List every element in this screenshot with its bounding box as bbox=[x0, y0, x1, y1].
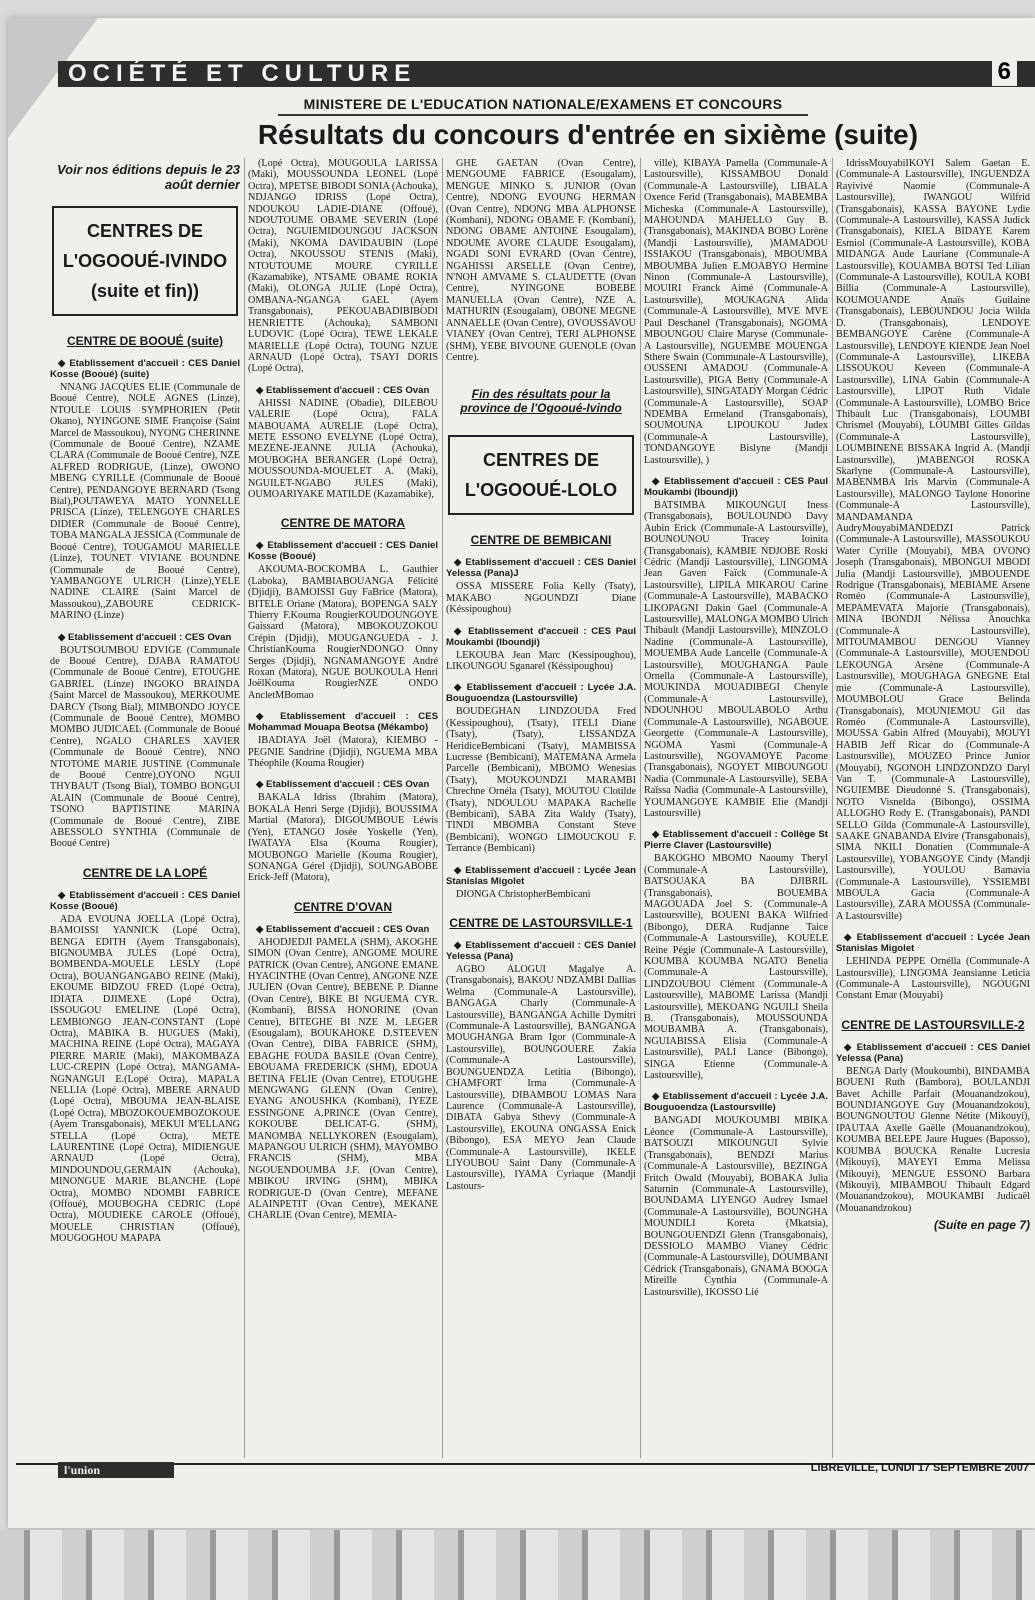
column-4 bbox=[644, 158, 828, 1458]
end-of-province-note: Fin des résultats pour la province de l'Ogooué-Ivindo bbox=[460, 387, 622, 416]
column-divider bbox=[832, 158, 833, 1458]
column-divider bbox=[640, 158, 641, 1458]
issue-date: LIBREVILLE, LUNDI 17 SEPTEMBRE 2007 bbox=[810, 1462, 1029, 1474]
results-paragraph: BOUTSOUMBOU EDVIGE (Communale de Booué Centre), DJABA RAMATOU (Communale de Booué Centre), ETOUGHE GABRIEL (Linze) INGOKO BRAINDA (Saint Marcel de Massoukou), MERKOUME DARCY (Tsong Bial), MIMBONDO JOYCE (Communale de Booué Centre), MOMBO MOMBO JUDICAEL (Communale de Booué Centre), NGALO CHARLES XAVIER (Communale de Booué Centre), NNO NTOTOME MARIE JUSTINE (Communale de Booué Centre),OYONO NGUI THYBAUT (Tsong Bial), TOMBO BONGUI ALAIN (Communale de Booué Centre), TSONO BAPTISTINE MARINA (Communale de Booué Centre), ZIBE ABESSOLO SYNTHIA (Communale de Booué Centre) bbox=[50, 644, 240, 850]
publication-name: l'union bbox=[58, 1462, 174, 1478]
column-5 bbox=[836, 158, 1030, 1458]
establishment-heading: ◆ Etablissement d'accueil : CES Ovan bbox=[256, 384, 430, 396]
establishment-heading: ◆ Etablissement d'accueil : CES Paul Moukambi (Iboundji) bbox=[644, 475, 828, 498]
column-1 bbox=[50, 158, 240, 1458]
establishment-heading: ◆ Etablissement d'accueil : Lycée J.A. Bouguoendza (Lastoursville) bbox=[644, 1091, 828, 1114]
results-paragraph: DIONGA ChristopherBembicani bbox=[456, 888, 591, 900]
establishment-heading: ◆ Etablissement d'accueil : Lycée J.A. Bouguoendza (Lastoursville) bbox=[446, 682, 636, 705]
establishment-heading: ◆ Etablissement d'accueil : CES Daniel Yelessa (Pana) bbox=[836, 1041, 1030, 1064]
column-3 bbox=[446, 158, 636, 1458]
background-fence bbox=[0, 1530, 1035, 1600]
establishment-heading: ◆ Etablissement d'accueil : Collège St Pierre Claver (Lastoursville) bbox=[644, 829, 828, 852]
results-paragraph: NNANG JACQUES ELIE (Communale de Booué Centre), NOLE AGNES (Linze), NTOULE LOUIS SYMPHORIEN (Petit Okano), NYINGONE SIME Françoise (Saint Marcel de Massoukou), NYONG CHERINNE (Communale de Booué Centre), NZAME CLARA (Communale de Booué Centre), NZE ALFRED RODRIGUE, (Linze), OWONO MBENG CYRILLE (Communale de Booué Centre), PENDANGOYE BERNARD (Tsong Bial),POUTAWEYA MATO YONNELLE PRISCA (Linze), TELENGOYE CHARLES DIDIER (Communale de Booué Centre), TOBA MANGALA JESSICA (Communale de Booué Centre), TOUGAMOU MARIELLE (Linze), TOUNET VIVIANE BOUNDNE (Communale de Booué Centre), YAMBANGOYE ULRICH (Linze),YELE NADINE CLAIRE (Saint Marcel de Massoukou),,ZABOURE CEDRICK-MARINO (Linze) bbox=[50, 382, 240, 622]
establishment-heading: ◆ Etablissement d'accueil : CES Daniel Yelessa (Pana)J bbox=[446, 557, 636, 580]
centre-heading: CENTRE DE LASTOURSVILLE-2 bbox=[841, 1017, 1025, 1032]
results-paragraph: BAKOGHO MBOMO Naoumy Theryl (Communale-A Lastoursville), BATSOUAKA BA DJIBRIL (Transgabonais), BOUEMBA MAGOUADA Joel S. (Communale-A Lastoursville), BOUENI BAKA Wilfried (Bibongo), DERA Rudjanne Taice (Communale-A Lastoursville), KOUELE Reine Pégie (Communale-A Lastoursville), KOUMBA KOUMBA NGATO Benelia (Communale-A Lastoursville), LINDZOUBOU Clément (Communale-A Lastoursville), MABOME Larissa (Mandji Lastoursville), MEKOANG NGUILI Sheila B. (Transgabonais), MOUSSOUNDA MOUBAMBA A. (Transgabonais), NGUIABISSA Elisia (Communale-A Lastoursville), PALI Lance (Bibongo), SINGA Etienne (Communale-A Lastoursville), bbox=[644, 853, 828, 1082]
column-divider bbox=[442, 158, 443, 1458]
region-box-lolo: CENTRES DE L'OGOOUÉ-LOLO bbox=[448, 435, 634, 515]
establishment-heading: ◆ Etablissement d'accueil : CES Ovan bbox=[256, 923, 430, 935]
newspaper-page bbox=[8, 18, 1035, 1528]
results-paragraph: IdrissMouyabiIKOYI Salem Gaetan E. (Communale-A Lastoursville), INGUENDZA Rayivivé Naomie (Communale-A Lastoursville), IWANGOU Wilfrid (Transgabonais), KASSA BAYONE Lydie (Communale-A Lastoursville), KASSA Judick (Transgabonais), KIELA BIDAYE Karem Esmiol (Communale-A Lastoursville), KOBA MIDANGA Aude Lauriane (Communale-A Lastoursville), KOUAMBA BOTSI Ted Lilian (Communale-A Lastoursville), KOULA KOBI Billia (Communale-A Lastoursville), KOUMOUANDE Anaïs Guilaine (Transgabonais), LEBOUNDOU Jocia Wilda D. (Transgabonais), LENDOYE BEMBANGOYE Carène (Communale-A Lastoursville), LENDOYE KIENDE Jean Noel (Communale-A Lastoursville), LIKEBA LISSOUKOU Keveen (Communale-A Lastoursville), LINA Gabin (Communale-A Lastoursville), LIPOT Ruth Vidale (Communale-A Lastoursville), LOMBO Brice Thibault Luc (Transgabonais), LOUMBI Chrismel (Mouyabi), LOUMBI Gilles Gildas (Communale-A Lastoursville), LOUMBINENE BISSAKA Ingrid A. (Mandji Lastoursville), )MABENGOI ROSKA Skarlyne (Communale-A Lastoursville), MABENMBA Iris Marvin (Communale-A Lastoursville), MALONGO Taylone Honorine (Communale-A Lastoursville), MANDAMANDA AudryMouyabiMANDEDZI Patrick (Communale-A Lastoursville), MASSOUKOU Water Cyrille (Mouyabi), MBA OVONO Joseph (Transgabonais), MBONGUI MBODI Julia (Mandji Lastoursville), )MBOUENDE Rodrigue (Transgabonais), MEBIAME Arsene Roméo (Communale-A Lastoursville), MEPAMEVATA Majorie (Transgabonais), MINA IBONDJI Nélissa Anouchka (Communale-A Lastoursville), MITOUMAMBOU DENGOU Vianney (Communale-A Lastoursville), MOUENDOU LEKOUNGA Arsène (Communale-A Lastoursville), MOUGHAGA GNEGNE Etal mie (Communale-A Lastoursville), MOUMBOLOU Grace Belinda (Transgabonais), MOUNIEMOU Gil das Roméo (Communale-A Lastoursville), MOUSSA Gabin Alfred (Mouyabi), MOUYI HABIB Jeff Ricar do (Communale-A Lastoursville), MOUZEO Prince Junior (Mouyabi), NGONOH LINDZONDZO Daryl Van T. (Communale-A Lastoursville), NGUIEMBE Dieudonné S. (Transgabonais), NOTO Visnelda (Bibongo), OSSIMA ALLOGHO Rody E. (Transgabonais), PANDI SELLO Gilda (Communale-A Lastoursville), SAAKE GNABANDA Elvire (Transgabonais), SIMA NKILI Donatien (Communale-A Lastoursville), YOBANGOYE Cindy (Mandji Lastoursville), YOULOU Bamavia (Communale-A Lastoursville), YSSIEMBI MBOULA Gacia (Communale-A Lastoursville), ZARA MOUSSA (Communale-A Lastoursville) bbox=[836, 158, 1030, 922]
column-2 bbox=[248, 158, 438, 1458]
results-paragraph: LEKOUBA Jean Marc (Kessipoughou), LIKOUNGOU Sganarel (Késsipoughou) bbox=[446, 649, 636, 672]
results-paragraph: AHODJEDJI PAMELA (SHM), AKOGHE SIMON (Ovan Centre), ANGOME MOURE PATRICK (Ovan Centre), ANGONE EMANE HYACINTHE (Ovan Centre), ANGONE NZE JULIEN (Ovan Centre), BEBENE P. Dianne (Ovan Centre), BIKE BI NGUEMA CYR. (Kombani), BISSA HONORINE (Ovan Centre), BITEGHE BI NZE M. LEGER (Esougalam), BOUKAHOKE D.STEEVEN (Ovan Centre), DIBA FABRICE (SHM), EBAGHE FOUDA BASILE (Ovan Centre), EBOUAMA FREDERICK (SHM), EDOUA BETINA FELIE (Ovan Centre), ETOUGHE MENGWANG GLENN (Ovan Centre), EYANG ANOUSHKA (Kombani), IYEZE ESSINGONE A.PRINCE (Ovan Centre), KOKOUBE DELICAT-G. (SHM), MANOMBA NELLYKOREN (Esougalam), MAPANGOU ULRICH (SHM), MAYOMBO FRANCIS (SHM), MBA NGOUENDOUMBA J.F. (Ovan Centre), MBIKOU IRVING (SHM), MBIKA RODRIGUE-D (Ovan Centre), MEFANE ALAINPETIT (Ovan Centre), MEKANE CHARLIE (Ovan Centre), MEMIA- bbox=[248, 936, 438, 1222]
region-box-ivindo: CENTRES DE L'OGOOUÉ-IVINDO (suite et fin)) bbox=[52, 206, 238, 316]
page-headline: Résultats du concours d'entrée en sixième (suite) bbox=[257, 119, 919, 150]
results-paragraph: BOUDEGHAN LINDZOUDA Fred (Kessipoughou), (Tsaty), ITELI Diane (Tsaty), (Tsaty), LISSANDZA HeridiceBembicani (Tsaty), MAMBISSA Lucresse (Bembicani), MATEMANA Armela Parcelle (Bembicani), MBOMO Wenesias (Tsaty), MOUKOUNDZI MARAMBI Chrechne Ornéla (Tsaty), MOUTOU Clotilde (Tsaty), NDOULOU MAPAKA Rachelle (Bembicani), SABA Zita Waldy (Tsaty), TINDI MBOMBA Constant Steve (Bembicani), WONGO LIMOUCKOU F. Terrance (Bembicani) bbox=[446, 706, 636, 855]
results-paragraph: (Lopé Octra), MOUGOULA LARISSA (Maki), MOUSSOUNDA LEONEL (Lopé Octra), MPETSE BIBODI SONIA (Achouka), NDJANGO IDRISS (Lopé Octra), NDOUKOU LADIE-DIANE (Offoué), NDOUTOUME OBAME SEVERIN (Lopé Octra), NGUIEMIDOUNGOU JACKSON (Maki), NKOMA DAVIDAUBIN (Lopé Octra), NKOUSSOU STENIS (Maki), NTOUTOUME MOURE CYRILLE (Kazamabike), NTSAME OBAME ROKIA (Maki), OLONGA JULIE (Lopé Octra), OMBANA-NGANGA GAEL (Ayem Transgabonais), PEKOUABADIBIBODI HENRIETTE (Achouka), SAMBONI LUDOVIC (Lopé Octra), TEWE LEKALE MARIELLE (Lopé Octra), TOUNG NZUE ARNAUD (Lopé Octra), TSAYI DORIS (Lopé Octra), bbox=[248, 158, 438, 375]
establishment-heading: ◆ Etablissement d'accueil : Lycée Jean Stanislas Migolet bbox=[836, 932, 1030, 955]
establishment-heading: ◆ Etablissement d'accueil : CES Ovan bbox=[256, 779, 430, 791]
column-divider bbox=[244, 158, 245, 1458]
centre-heading: CENTRE DE BEMBICANI bbox=[470, 533, 612, 548]
page-number: 6 bbox=[992, 58, 1017, 86]
centre-heading: CENTRE DE LASTOURSVILLE-1 bbox=[449, 916, 633, 931]
section-banner: OCIÉTÉ ET CULTURE bbox=[58, 61, 1035, 87]
centre-heading: CENTRE DE LA LOPÉ bbox=[82, 865, 208, 880]
results-paragraph: BAKALA Idriss (Ibrahim (Matora), BOKALA Henri Serge (Djidji), BOUSSIMA Martial (Matora), DIGOUMBOUE Léwis (Yen), ETANGO Josée Yoskelle (Yen), IWATAYA Elsa (Kouma Rougier), MOUBONGO Marielle (Kouma Rougier), SONANGA Gérel (Djidji), SOUNGABOBE Erick-Jeff (Matora), bbox=[248, 792, 438, 884]
results-paragraph: ville), KIBAYA Pamella (Communale-A Lastoursville), KISSAMBOU Donald (Communale-A Lastoursville), LIBALA Oxence Ferid (Transgabonais), MABEMBA Micheska (Communale-A Lastoursville), MAHOUNDA MAHJELLO Guy B. (Transgabonais), MAKINDA BOBO Lorène (Mandji Lastoursville), )MAMADOU ISSIAKOU (Transgabonais), MBOUMBA MBOUMBA Julien E.MOABYO Hermine Ninon (Communale-A Lastoursville), MOUIRI Franck Aimé (Communale-A Lastoursville), MOUKAGNA Alida (Communale-A Lastoursville), MVE MVE Paul Deschanel (Transgabonais), NGOMA MBOUNGOU Claire Maryse (Communale-A Lastoursville), NGUEMBE MOUENGA Sthere Swain (Communale-A Lastoursville), OUSSENI AMADOU (Communale-A Lastoursville), PIGA Betty (Communale-A Lastoursville), SINGATADY Morgan Cédric (Communale-A Lastoursville), SOAP NDEMBA Ermeland (Transgabonais), SOUMOUNA LIPOUKOU Judex (Communale-A Lastoursville), TONDANGOYE Bislyne (Mandji Lastoursville), ) bbox=[644, 158, 828, 466]
centre-heading: CENTRE D'OVAN bbox=[294, 899, 392, 914]
results-paragraph: AHISSI NADINE (Obadie), DILEBOU VALERIE (Lopé Octra), FALA MABOUAMA AURELIE (Lopé Octra), METE ESSONO EVELYNE (Lopé Octra), MEZENE-JEANNE JULIA (Achouka), MOUBOGHA BERANGER (Lopé Octra), MOUSSOUNDA-MOUELET A. (Maki), NGUILET-NGABO JULES (Maki), OUMOARIYAKE MATILDE (Kazamabike), bbox=[248, 397, 438, 500]
continued-note: (Suite en page 7) bbox=[933, 1218, 1030, 1233]
editions-note: Voir nos éditions depuis le 23 août dernier bbox=[56, 162, 240, 192]
establishment-heading: ◆ Etablissement d'accueil : CES Daniel Yelessa (Pana) bbox=[446, 940, 636, 963]
establishment-heading: ◆ Etablissement d'accueil : CES Mohammad Mouapa Beotsa (Mékambo) bbox=[248, 711, 438, 734]
ministry-subtitle: MINISTERE DE L'EDUCATION NATIONALE/EXAMENS ET CONCOURS bbox=[278, 96, 808, 116]
establishment-heading: ◆ Etablissement d'accueil : CES Paul Moukambi (Iboundji) bbox=[446, 625, 636, 648]
results-paragraph: AKOUMA-BOCKOMBA L. Gauthier (Laboka), BAMBIABOUANGA Félicité (Djidji), BAMOISSI Guy FaBrice (Matora), BITELE Oriane (Matora), BOPENGA SALY Thierry F.Kouma RougierKOUDOUNGOYE Gaissard (Matora), MBOKOUZOKOU Crépin (Djidji), MOUGANGUEDA - J. ChristianKouma RougierNDONGO Onny Serges (Djidji), NGNAMANGOYE André Roxan (Matora), NGUE BOUKOULA Henri JoëlKouma RougierNZE ONDO AncletMBomao bbox=[248, 564, 438, 701]
results-paragraph: BATSIMBA MIKOUNGUI Iness (Transgabonais), BOULOUNDO Davy Aubin Erick (Communale-A Lastoursville), BOUNOUNOU Tracey Ioinita (Transgabonais), KAMBIE NDJOBE Roski Cédric (Mandji Lastoursville), LINGOMA Jean Gaven Faïck (Communale-A Lastoursville), LIPILA MIKAROU Carine (Communale-A Lastoursville), MABACKO LIKOPAGNI Dakin Gael (Communale-A Lastoursville), MALONGA MOMBO Ulrich Thibault (Mandji Lastoursville), MINZOLO Nadine (Communale-A Lastoursville), MOUEMBA Aude Lancelle (Communale-A Lastoursville), MOUGHANGA Paule Ornella (Communale-A Lastoursville), MOUKINDA MOUADIBEGI Chenyle (Communale-A Lastoursville), NDOUNHOU MBOULABOLO Arthu (Communale-A Lastoursville), NGABOUE Georgette (Communale-A Lastoursville), NGOMA Yasmi (Communale-A Lastoursville), NGOVAMOYE Pacome (Transgabonais), NGOYET MIBOUNGOU Nadia (Communale-A Lastoursville), SEBA Raïssa Nadia (Communale-A Lastoursville), YOUMANGOYE KAMBIE Elie (Mandji Lastoursville) bbox=[644, 499, 828, 819]
centre-heading: CENTRE DE BOOUÉ (suite) bbox=[66, 334, 223, 348]
results-paragraph: AGBO ALOGUI Magalye A. (Transgabonais), BAKOU NDZAMBI Dallias Welma (Communale-A Lastoursville), BANGAGA Charly (Communale-A Lastoursville), BANGANGA Achille Dymitri (Communale-A Lastoursville), BANGANGA MOUGHANGA Bram Igor (Communale-A Lastoursville), BOUNGOUERE Zakia (Communale-A Lastoursville), BOUNGUENDZA Letitia (Bibongo), CHAMFORT Irma (Communale-A Lastoursville), DIBAMBOU LOMAS Nara Laurence (Communale-A Lastoursville), DIBATA Gabya Sthevy (Communale-A Lastoursville), EKOUNA ONGASSA Enick (Bibongo), ESA MEYO Jean Claude (Communale-A Lastoursville), IKELE LIYOUBOU Saint Dany (Communale-A Lastoursville), IYAMA Cyriaque (Mandji Lastours- bbox=[446, 964, 636, 1192]
results-paragraph: BANGADI MOUKOUMBI MBIKA Léonce (Communale-A Lastoursville), BATSOUZI MIKOUNGUI Sylvie (Transgabonais), BENDZI Marius (Communale-A Lastoursville), BEZINGA Fritch Owald (Mouyabi), BOBAKA Julia Saturnin (Communale-A Lastoursville), BOUNDAMA LIYENGO Audrey Ismael (Communale-A Lastoursville), BOUNGHA MOUNDILI Koreta (Mkatsia), BOUNGOUENDZI Glenn (Transgabonais), DESSIOLO MAMBO Vianey Cédric (Communale-A Lastoursville), DOUMBANI Cédrick (Transgabonais), GNAMA BOOGA Mireille Cynthia (Communale-A Lastoursville), IKOSSO Lié bbox=[644, 1115, 828, 1298]
establishment-heading: ◆ Etablissement d'accueil : CES Daniel Kosse (Booué) bbox=[50, 889, 240, 912]
results-paragraph: GHE GAETAN (Ovan Centre), MENGOUME FABRICE (Esougalam), MENGUE MINKO S. JUNIOR (Ovan Centre), NDONG EVOUNG HERMAN (Ovan Centre), NDONG MBA ALPHONSE (Kombani), NDONG OBAME F. (Kombani), NDONG OBAME ANTOINE Esougalam), NDOUME AVORE CLAUDE Esougalam), NGADI SONI EVRARD (Ovan Centre), NGAHISSI ARSELLE (Ovan Centre), N'NOH AMVAME S. CLAUDETTE (Ovan Centre), NYINGONE BOBEBE MANUELLA (Ovan Centre), NZE A. MATHURIN (Esougalam), OBONE MEGNE ANNAELLE (Ovan Centre), OVOUSSAVOU VIANEY (Ovan Centre), TERI ALPHONSE (SHM), YEBE BIVOUNE GUENOLE (Ovan Centre). bbox=[446, 158, 636, 363]
establishment-heading: ◆ Etablissement d'accueil : CES Daniel Kosse (Booué) (suite) bbox=[50, 358, 240, 380]
article-columns bbox=[50, 158, 1030, 1458]
results-paragraph: ADA EVOUNA JOELLA (Lopé Octra), BAMOISSI YANNICK (Lopé Octra), BENGA EDITH (Ayem Transgabonais), BIGNOUMBA JULES (Lopé Octra), BOMBENDA-MOUELE LESLY (Lopé Octra), BOUANGANGABO REINE (Maki), EKOUME BIDZOU FRED (Lopé Octra), IDIATA DJIMEXE (Lopé Octra), ISSOUGOU EMELINE (Lopé Octra), LEMBIONGO JEAN-CONSTANT (Lopé Octra), MABIKA B. HUGUES (Maki), MACHINA REINE (Lopé Octra), MAGAYA PIERRE MARIE (Maki), MAKOMBAZA LUC-CREPIN (Lopé Octra), MANGAMA-NGNANGUI E.(Lopé Octra), MAPALA NELLIA (Lopé Octra), MBERE ARNAUD (Lopé Octra), MBOUMA JEAN-BLAISE (Lopé Octra), MBOZOKOUEMBOZOKOUE (Ayem Transgabonais), MEKUI M'ELLANG STELLA (Lopé Octra), METE LAURENTINE (Lopé Octra), MIDIENGUE ARNAUD (Lopé Octra), MINDOUNDOU,GERMAIN (Achouka), MINONGUE MARIE BLANCHE (Lopé Octra), MOMBO NDOMBI FABRICE (Offoué), MOUBOGHA CEDRIC (Lopé Octra), MOUDIEKE CAROLE (Offoué), MOUELE CHRISTIAN (Offoué), MOUGOGHOU MAPAPA bbox=[50, 913, 240, 1245]
centre-heading: CENTRE DE MATORA bbox=[280, 516, 406, 531]
establishment-heading: ◆ Etablissement d'accueil : Lycée Jean Stanislas Migolet bbox=[446, 864, 636, 887]
establishment-heading: ◆ Etablissement d'accueil : CES Ovan bbox=[58, 631, 232, 643]
results-paragraph: OSSA MISSERE Folia Kelly (Tsaty), MAKABO NGOUNDZI Diane (Késsipoughou) bbox=[446, 581, 636, 616]
results-paragraph: LEHINDA PEPPE Ornélla (Communale-A Lastoursville), LINGOMA Jeansianne Leticia (Communale-A Lastoursville), NGOUGNI Constant Emar (Mouyabi) bbox=[836, 956, 1030, 1002]
results-paragraph: BENGA Darly (Moukoumbi), BINDAMBA BOUENI Ruth (Bambora), BOULANDJI Bavet Achille Parfait (Mouanandzokou), BOUNDJANGOYE Guy (Mouanandzokou), BOUNGNOUTOU Glenne Nétite (Mikouyi), IPAUTAA Axelle Gaëlle (Mouanandzokou), KOUMBA BELEPE Jaure Hugues (Baposso), KOUMBA BOUCKA Renalte Lucresia (Mikouyi), MAYEYI Emma Melissa (Mikouyi), MENGUE ESSONO Barbara (Mikouyi), MIBAMBOU Thibault Edgard (Mouanandzokou), MOUKAMBI Judicaël (Mouanandzokou) bbox=[836, 1065, 1030, 1214]
results-paragraph: IBADIAYA Joël (Matora), KIEMBO - PEGNIE Sandrine (Djidji), NGUEMA MBA Théophile (Kouma Rougier) bbox=[248, 735, 438, 770]
establishment-heading: ◆ Etablissement d'accueil : CES Daniel Kosse (Booué) bbox=[248, 540, 438, 563]
